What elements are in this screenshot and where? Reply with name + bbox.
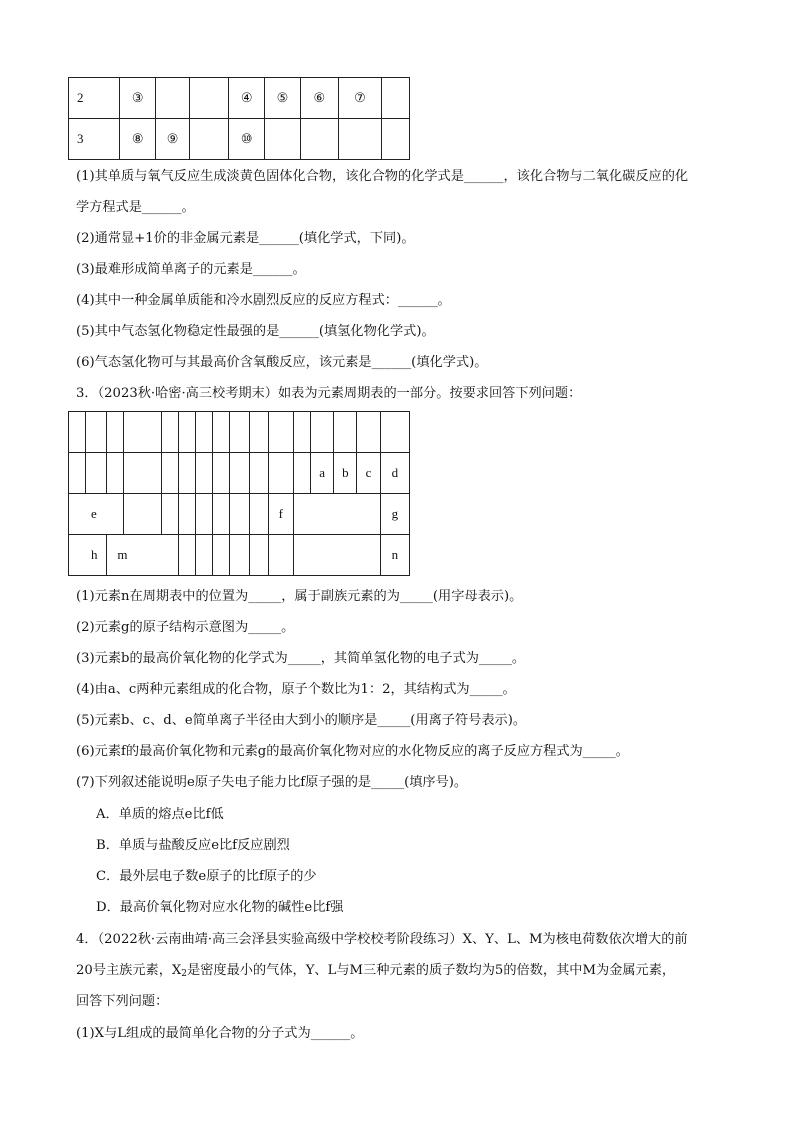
q3-line-2: (2)元素g的原子结构示意图为_____。	[76, 620, 295, 635]
periodic-table-fragment-2	[68, 411, 410, 576]
table-cell	[230, 535, 249, 576]
table-cell	[230, 453, 249, 494]
table-cell	[268, 412, 293, 453]
table-cell: ⑥	[300, 78, 338, 119]
table-cell: g	[380, 494, 409, 535]
table-cell	[190, 78, 229, 119]
table-cell	[161, 453, 178, 494]
table-cell	[268, 453, 293, 494]
table-cell	[196, 535, 213, 576]
table-cell	[156, 78, 190, 119]
table-cell: c	[357, 453, 380, 494]
q3-line-7: (7)下列叙述能说明e原子失电子能力比f原子强的是_____(填序号)。	[76, 775, 468, 790]
table-row	[69, 119, 410, 160]
table-cell	[382, 78, 410, 119]
table-cell: ⑧	[120, 119, 156, 160]
table-cell: f	[268, 494, 293, 535]
table-cell	[300, 119, 338, 160]
table-cell	[178, 412, 195, 453]
table-cell	[107, 412, 124, 453]
table-cell: n	[380, 535, 409, 576]
table-cell: e	[69, 494, 124, 535]
table-cell	[293, 535, 380, 576]
table-row	[69, 78, 410, 119]
table-cell	[213, 535, 230, 576]
table-cell	[334, 412, 357, 453]
table-cell	[107, 453, 124, 494]
table-cell	[249, 494, 268, 535]
option-b: B．单质与盐酸反应e比f反应剧烈	[96, 838, 290, 853]
table-row	[69, 494, 410, 535]
table-cell	[311, 412, 334, 453]
table-cell	[196, 453, 213, 494]
table-cell	[213, 453, 230, 494]
table-cell	[249, 453, 268, 494]
table-cell	[69, 412, 86, 453]
table-cell	[382, 119, 410, 160]
q4-line-3: 回答下列问题：	[76, 994, 169, 1009]
q3-line-4: (4)由a、c两种元素组成的化合物，原子个数比为1：2，其结构式为_____。	[76, 682, 516, 697]
q4-header: 4．（2022秋·云南曲靖·高三会泽县实验高级中学校校考阶段练习）X、Y、L、M为核电荷数依次增大的前	[76, 932, 688, 947]
q2-line-6: (5)其中气态氢化物稳定性最强的是______(填氢化物化学式)。	[76, 324, 435, 339]
table-cell: 3	[69, 119, 120, 160]
option-c: C．最外层电子数e原子的比f原子的少	[96, 869, 317, 884]
table-cell	[69, 453, 86, 494]
q3-line-3: (3)元素b的最高价氧化物的化学式为_____，其简单氢化物的电子式为_____。	[76, 651, 526, 666]
q3-line-6: (6)元素f的最高价氧化物和元素g的最高价氧化物对应的水化物反应的离子反应方程式为_____。	[76, 744, 629, 759]
table-cell: ⑦	[338, 78, 382, 119]
table-cell	[249, 412, 268, 453]
q4-line-2	[76, 962, 675, 983]
table-cell	[268, 535, 293, 576]
table-cell: ⑨	[156, 119, 190, 160]
q3-line-1: (1)元素n在周期表中的位置为_____，属于副族元素的为_____(用字母表示)。	[76, 589, 523, 604]
q4-subscript: 2	[181, 969, 188, 979]
table-cell	[293, 453, 310, 494]
q2-line-3: (2)通常显+1价的非金属元素是______(填化学式，下同)。	[76, 231, 415, 246]
q2-line-5: (4)其中一种金属单质能和冷水剧烈反应的反应方程式：______。	[76, 293, 451, 308]
table-cell	[86, 412, 107, 453]
option-a: A．单质的熔点e比f低	[96, 807, 224, 822]
table-cell	[230, 494, 249, 535]
table-cell: m	[107, 535, 179, 576]
table-cell	[124, 494, 161, 535]
table-cell	[196, 412, 213, 453]
periodic-table-fragment-1	[68, 77, 410, 160]
q3-line-5: (5)元素b、c、d、e简单离子半径由大到小的顺序是_____(用离子符号表示)。	[76, 713, 527, 728]
table-cell	[293, 412, 310, 453]
table-cell	[230, 412, 249, 453]
table-cell	[249, 535, 268, 576]
q2-line-1: (1)其单质与氧气反应生成淡黄色固体化合物，该化合物的化学式是______，该化合物与二氧化碳反应的化	[76, 169, 689, 184]
table-cell	[380, 412, 409, 453]
q2-line-2: 学方程式是______。	[76, 200, 195, 215]
table-cell	[293, 494, 380, 535]
table-cell	[178, 535, 195, 576]
table-cell: h	[69, 535, 107, 576]
table-cell: ③	[120, 78, 156, 119]
table-cell	[161, 494, 178, 535]
table-cell	[161, 412, 178, 453]
table-cell: ④	[229, 78, 265, 119]
table-cell	[86, 453, 107, 494]
table-cell: ⑩	[229, 119, 265, 160]
table-cell	[196, 494, 213, 535]
q2-line-4: (3)最难形成简单离子的元素是______。	[76, 262, 306, 277]
q2-line-7: (6)气态氢化物可与其最高价含氧酸反应，该元素是______(填化学式)。	[76, 355, 488, 370]
table-cell	[190, 119, 229, 160]
table-cell: 2	[69, 78, 120, 119]
table-row	[69, 535, 410, 576]
table-cell	[338, 119, 382, 160]
table-cell: b	[334, 453, 357, 494]
table-cell	[213, 412, 230, 453]
table-cell	[178, 453, 195, 494]
table-cell	[178, 494, 195, 535]
table-cell	[265, 119, 301, 160]
table-cell	[124, 412, 161, 453]
table-cell: d	[380, 453, 409, 494]
table-cell	[124, 453, 161, 494]
table-cell: a	[311, 453, 334, 494]
q3-header: 3．（2023秋·哈密·高三校考期末）如表为元素周期表的一部分。按要求回答下列问题：	[76, 386, 582, 401]
option-d: D．最高价氧化物对应水化物的碱性e比f强	[96, 900, 344, 915]
table-cell	[357, 412, 380, 453]
table-cell	[213, 494, 230, 535]
table-cell: ⑤	[265, 78, 301, 119]
table-row	[69, 412, 410, 453]
q4-line-2-pre: 20号主族元素，X	[76, 963, 182, 978]
q4-line-4: (1)X与L组成的最简单化合物的分子式为______。	[76, 1026, 364, 1041]
table-row	[69, 453, 410, 494]
q4-line-2-post: 是密度最小的气体，Y、L与M三种元素的质子数均为5的倍数，其中M为金属元素，	[187, 963, 676, 978]
